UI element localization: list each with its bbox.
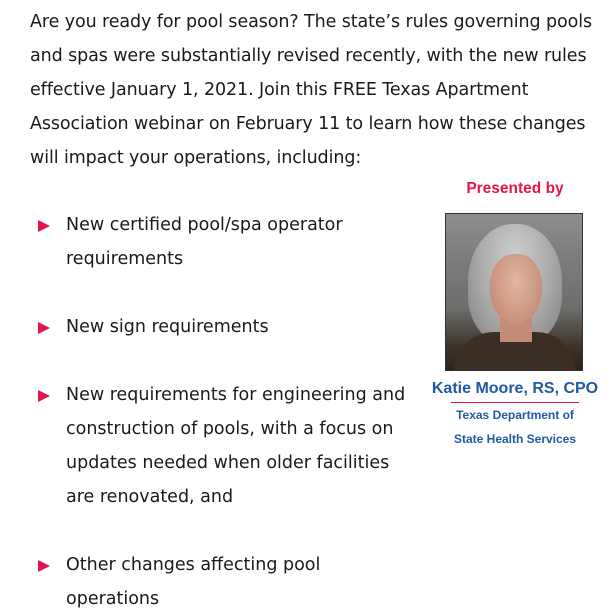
bullet-arrow-icon	[38, 390, 50, 402]
list-item-text: New certified pool/spa operator requirements	[66, 215, 343, 269]
presenter-card	[425, 180, 605, 446]
bullet-arrow-icon	[38, 560, 50, 572]
list-item-text: New requirements for engineering and construction of pools, with a focus on updates needed when older facilities are renovated, and	[66, 385, 406, 507]
name-divider	[451, 402, 579, 403]
presenter-photo	[445, 213, 583, 371]
bullet-arrow-icon	[38, 322, 50, 334]
list-item-text: New sign requirements	[66, 317, 269, 337]
bullet-arrow-icon	[38, 220, 50, 232]
list-item	[38, 548, 418, 616]
presenter-name: Katie Moore, RS, CPO	[431, 380, 599, 397]
list-item	[38, 310, 418, 344]
list-item	[38, 378, 418, 514]
presented-by-label: Presented by	[466, 180, 564, 197]
intro-paragraph: Are you ready for pool season? The state’s rules governing pools and spas were substantially revised recently, with the new rules effective January 1, 2021. Join this FREE Texas Apartment Association webinar on February 11 to learn how these changes will impact your operations, including:	[30, 12, 593, 168]
list-item	[38, 208, 418, 276]
list-item-text: Other changes affecting pool operations	[66, 555, 321, 609]
presenter-org-line2: State Health Services	[453, 432, 577, 446]
presenter-org-line1: Texas Department of	[456, 408, 574, 422]
